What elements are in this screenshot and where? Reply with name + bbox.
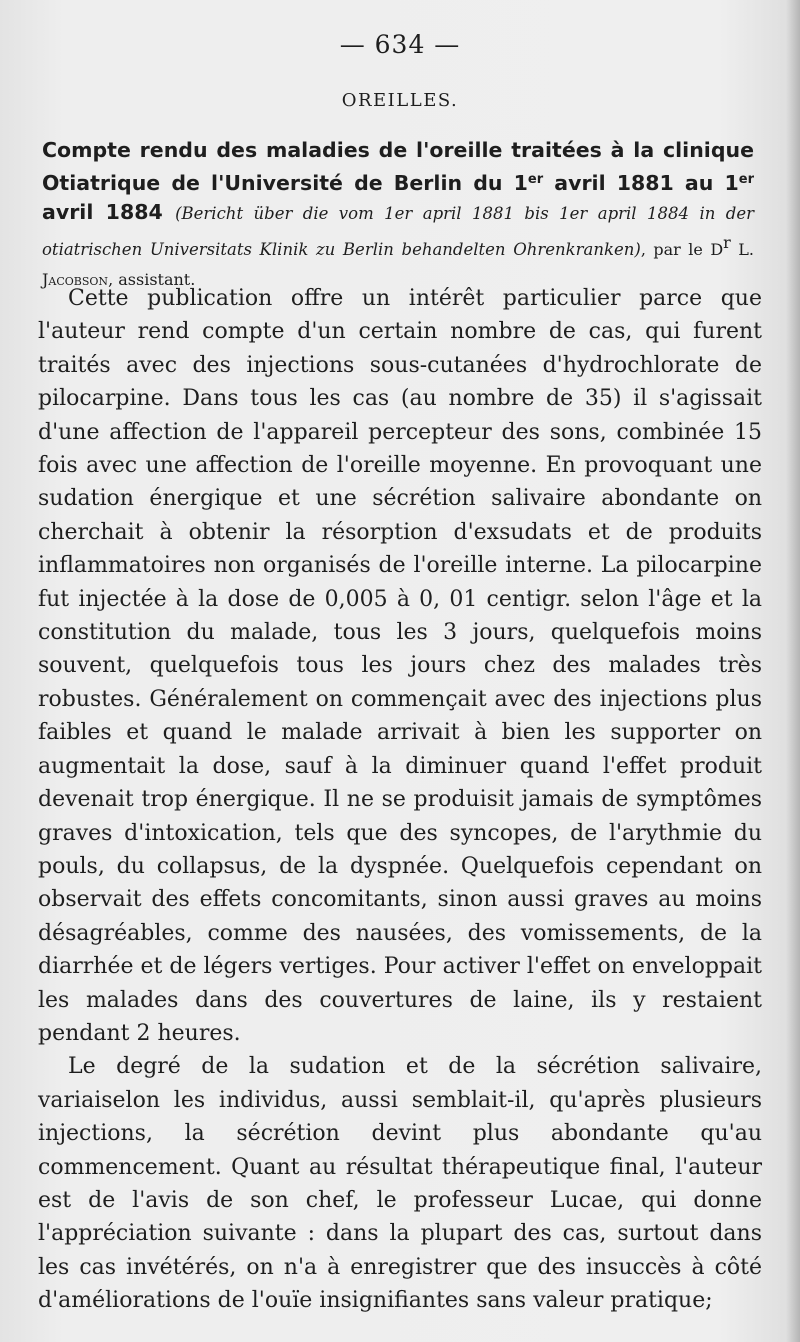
author-name: L. Jacobson xyxy=(42,240,755,289)
page-edge-shadow xyxy=(786,0,800,1342)
page-number: — 634 — xyxy=(339,30,461,59)
heading-title-part-1: Compte rendu des maladies de l'oreille traitées à la clinique Otiatrique de l'Université de Berlin du 1 xyxy=(42,138,754,195)
paragraph-1: Cette publication offre un intérêt particulier parce que l'auteur rend compte d'un certain nombre de cas, qui furent traités avec des injections sous-cutanées d'hydrochlorate de pilocarpine. Dans tous les cas (au nombre de 35) il s'agissait d'une affection de l'appareil percepteur des sons, combinée 15 fois avec une affection de l'oreille moyenne. En provoquant une sudation énergique et une sécrétion salivaire abondante on cherchait à obtenir la résorption d'exsudats et de produits inflammatoires non organisés de l'oreille interne. La pilocarpine fut injectée à la dose de 0,005 à 0, 01 centigr. selon l'âge et la constitution du malade, tous les 3 jours, quelquefois moins souvent, quelquefois tous les jours chez des malades très robustes. Généralement on commençait avec des injections plus faibles et quand le malade arrivait à bien les supporter on augmentait la dose, sauf à la diminuer quand l'effet produit devenait trop énergique. Il ne se produisit jamais de symptômes graves d'intoxication, tels que des syncopes, de l'arythmie du pouls, du collapsus, de la dyspnée. Quelquefois cependant on observait des effets concomitants, sinon aussi graves au moins désagréables, comme des nausées, des vomissements, de la diarrhée et de légers vertiges. Pour activer l'effet on enveloppait les malades dans des couvertures de laine, ils y restaient pendant 2 heures. xyxy=(38,286,762,1046)
article-body xyxy=(38,282,762,1318)
heading-title-part-3: avril 1884 xyxy=(42,200,163,224)
byline-prefix: , par le D xyxy=(640,240,724,259)
heading-title-part-2: avril 1881 au 1 xyxy=(543,171,739,195)
byline-suffix: , assistant. xyxy=(108,270,196,289)
heading-sup-2: er xyxy=(738,172,754,187)
paragraph-2: Le degré de la sudation et de la sécrétion salivaire, variaiselon les individus, aussi semblait-il, qu'après plusieurs injections, la sécrétion devint plus abondante qu'au commencement. Quant au résultat thérapeutique final, l'auteur est de l'avis de son chef, le professeur Lucae, qui donne l'appréciation suivante : dans la plupart des cas, surtout dans les cas invétérés, on n'a à enregistrer que des insuccès à côté d'améliorations de l'ouïe insignifiantes sans valeur pratique; xyxy=(38,1054,762,1314)
section-title: OREILLES. xyxy=(341,90,459,111)
german-title: (Bericht über die vom 1er april 1881 bis 1er april 1884 in der otiatrischen Universitats Klinik zu Berlin behandelten Ohrenkranken) xyxy=(42,204,754,259)
heading-sup-1: er xyxy=(527,172,544,187)
article-heading xyxy=(42,136,754,294)
byline-sup: r xyxy=(723,233,731,252)
